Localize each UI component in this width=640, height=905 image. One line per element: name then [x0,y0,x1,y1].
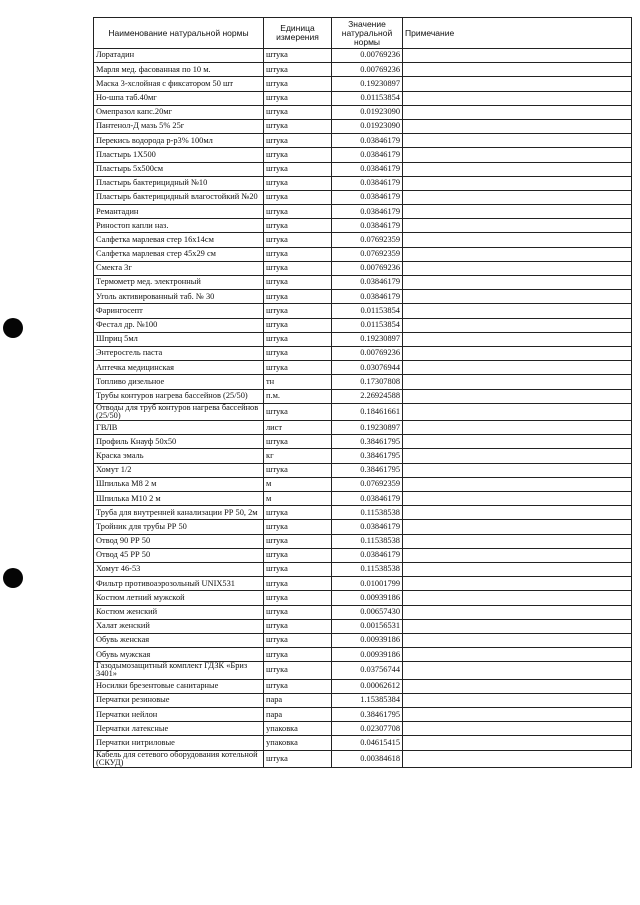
row-note-cell [403,605,632,619]
row-note-cell [403,77,632,91]
row-name-cell: Перчатки нитриловые [94,736,264,750]
table-row [94,389,632,403]
row-value-cell: 1.15385384 [332,693,403,707]
row-note-cell [403,63,632,77]
table-row [94,463,632,477]
row-note-cell [403,736,632,750]
row-note-cell [403,134,632,148]
row-value-cell: 0.07692359 [332,477,403,491]
table-row [94,332,632,346]
table-row [94,290,632,304]
row-unit-cell: штука [264,605,332,619]
row-name-cell: Шпилька М8 2 м [94,477,264,491]
row-note-cell [403,421,632,435]
row-unit-cell: штука [264,219,332,233]
row-name-cell: Уголь активированный таб. № 30 [94,290,264,304]
row-name-cell: Пластырь 5х500см [94,162,264,176]
row-unit-cell: штука [264,261,332,275]
row-unit-cell: штука [264,148,332,162]
row-note-cell [403,361,632,375]
row-value-cell: 0.38461795 [332,463,403,477]
row-note-cell [403,49,632,63]
row-unit-cell: штука [264,304,332,318]
row-value-cell: 0.11538538 [332,534,403,548]
row-value-cell: 0.00769236 [332,63,403,77]
row-value-cell: 0.01001799 [332,577,403,591]
binder-hole-bottom [3,568,23,588]
table-row [94,562,632,576]
table-row [94,49,632,63]
row-value-cell: 0.00769236 [332,346,403,360]
row-name-cell: Краска эмаль [94,449,264,463]
row-unit-cell: штука [264,162,332,176]
row-name-cell: Смекта 3г [94,261,264,275]
row-value-cell: 0.38461795 [332,708,403,722]
row-name-cell: Фестал др. №100 [94,318,264,332]
row-value-cell: 0.38461795 [332,435,403,449]
row-name-cell: Халат женский [94,619,264,633]
row-note-cell [403,562,632,576]
row-unit-cell: штука [264,247,332,261]
row-note-cell [403,633,632,647]
row-value-cell: 0.01153854 [332,304,403,318]
row-unit-cell: штука [264,134,332,148]
row-value-cell: 0.02307708 [332,722,403,736]
row-name-cell: Энтеросгель паста [94,346,264,360]
row-value-cell: 0.03846179 [332,176,403,190]
row-unit-cell: штука [264,63,332,77]
table-row [94,176,632,190]
row-value-cell: 0.03756744 [332,662,403,679]
row-value-cell: 0.03846179 [332,492,403,506]
row-name-cell: Перчатки резиновые [94,693,264,707]
row-unit-cell: штука [264,619,332,633]
row-unit-cell: штука [264,276,332,290]
table-row [94,105,632,119]
row-name-cell: Пластырь бактерицидный влагостойкий №20 [94,190,264,204]
row-name-cell: Труба для внутренней канализации РР 50, 2м [94,506,264,520]
row-unit-cell: штука [264,77,332,91]
row-unit-cell: штука [264,463,332,477]
row-unit-cell: упаковка [264,722,332,736]
table-row [94,435,632,449]
table-row [94,134,632,148]
row-name-cell: Газодымозащитный комплект ГДЗК «Бриз 3401» [94,662,264,679]
row-unit-cell: штука [264,562,332,576]
table-row [94,750,632,767]
table-row [94,276,632,290]
table-row [94,190,632,204]
row-note-cell [403,176,632,190]
row-value-cell: 0.03846179 [332,162,403,176]
table-row [94,591,632,605]
row-name-cell: Кабель для сетевого оборудования котельной (СКУД) [94,750,264,767]
row-unit-cell: штука [264,290,332,304]
row-name-cell: Ремантадин [94,205,264,219]
row-note-cell [403,708,632,722]
row-unit-cell: штука [264,233,332,247]
table-row [94,633,632,647]
row-value-cell: 0.03846179 [332,205,403,219]
row-unit-cell: штука [264,648,332,662]
row-name-cell: Марля мед. фасованная по 10 м. [94,63,264,77]
row-note-cell [403,619,632,633]
row-note-cell [403,435,632,449]
row-name-cell: Лоратадин [94,49,264,63]
row-value-cell: 0.00939186 [332,633,403,647]
row-note-cell [403,648,632,662]
row-note-cell [403,577,632,591]
row-value-cell: 0.01923090 [332,119,403,133]
row-unit-cell: штука [264,190,332,204]
table-header [94,18,632,49]
row-note-cell [403,492,632,506]
row-value-cell: 0.38461795 [332,449,403,463]
row-unit-cell: м [264,492,332,506]
table-row [94,605,632,619]
row-note-cell [403,332,632,346]
table-row [94,205,632,219]
table-row [94,679,632,693]
header-value: Значение натуральной нормы [332,18,403,49]
table-row [94,708,632,722]
table-row [94,548,632,562]
row-value-cell: 0.03846179 [332,276,403,290]
row-value-cell: 2.26924588 [332,389,403,403]
row-value-cell: 0.11538538 [332,562,403,576]
row-note-cell [403,276,632,290]
row-name-cell: Пластырь 1Х500 [94,148,264,162]
row-name-cell: Салфетка марлевая стер 16х14см [94,233,264,247]
row-unit-cell: штука [264,662,332,679]
row-unit-cell: штука [264,318,332,332]
row-note-cell [403,148,632,162]
row-name-cell: Обувь мужская [94,648,264,662]
row-unit-cell: штука [264,679,332,693]
row-value-cell: 0.11538538 [332,506,403,520]
row-name-cell: Фарингосепт [94,304,264,318]
row-unit-cell: штука [264,176,332,190]
row-name-cell: Перчатки нейлон [94,708,264,722]
row-note-cell [403,119,632,133]
row-name-cell: Перчатки латексные [94,722,264,736]
row-note-cell [403,449,632,463]
row-unit-cell: штука [264,205,332,219]
row-name-cell: Маска 3-хслойная с фиксатором 50 шт [94,77,264,91]
row-value-cell: 0.04615415 [332,736,403,750]
row-value-cell: 0.03846179 [332,290,403,304]
row-name-cell: Омепразол капс.20мг [94,105,264,119]
table-row [94,63,632,77]
row-value-cell: 0.00384618 [332,750,403,767]
row-name-cell: Носилки брезентовые санитарные [94,679,264,693]
row-name-cell: Хомут 46-53 [94,562,264,576]
table-row [94,693,632,707]
row-note-cell [403,548,632,562]
table-row [94,148,632,162]
table-row [94,736,632,750]
row-note-cell [403,506,632,520]
row-value-cell: 0.00769236 [332,49,403,63]
row-unit-cell: штука [264,534,332,548]
row-unit-cell: штука [264,506,332,520]
row-unit-cell: пара [264,708,332,722]
row-unit-cell: штука [264,633,332,647]
header-norm-name: Наименование натуральной нормы [94,18,264,49]
natural-norms-table [93,17,632,768]
table-row [94,722,632,736]
row-value-cell: 0.00156531 [332,619,403,633]
table-row [94,361,632,375]
row-value-cell: 0.00939186 [332,591,403,605]
row-unit-cell: штука [264,49,332,63]
row-note-cell [403,290,632,304]
row-value-cell: 0.17307808 [332,375,403,389]
table-row [94,662,632,679]
row-note-cell [403,591,632,605]
row-unit-cell: кг [264,449,332,463]
table-row [94,261,632,275]
row-value-cell: 0.03846179 [332,219,403,233]
row-value-cell: 0.01153854 [332,91,403,105]
row-note-cell [403,162,632,176]
row-note-cell [403,261,632,275]
row-note-cell [403,403,632,420]
row-note-cell [403,233,632,247]
row-name-cell: Пластырь бактерицидный №10 [94,176,264,190]
header-unit: Единица измерения [264,18,332,49]
row-unit-cell: штука [264,119,332,133]
row-name-cell: Тройник для трубы РР 50 [94,520,264,534]
row-name-cell: Обувь женская [94,633,264,647]
table-row [94,219,632,233]
row-name-cell: Перекись водорода р-р3% 100мл [94,134,264,148]
row-note-cell [403,477,632,491]
row-name-cell: Трубы контуров нагрева бассейнов (25/50) [94,389,264,403]
row-unit-cell: штука [264,346,332,360]
row-name-cell: Фильтр противоаэрозольный UNIX531 [94,577,264,591]
header-note: Примечание [403,18,632,49]
row-unit-cell: штука [264,520,332,534]
table-row [94,119,632,133]
row-name-cell: Шпилька М10 2 м [94,492,264,506]
table-row [94,648,632,662]
table-row [94,162,632,176]
row-note-cell [403,750,632,767]
table-row [94,577,632,591]
row-value-cell: 0.03076944 [332,361,403,375]
row-unit-cell: пара [264,693,332,707]
row-name-cell: Шприц 5мл [94,332,264,346]
row-name-cell: Костюм женский [94,605,264,619]
table-row [94,247,632,261]
row-note-cell [403,463,632,477]
row-unit-cell: штука [264,435,332,449]
row-value-cell: 0.00769236 [332,261,403,275]
row-unit-cell: м [264,477,332,491]
row-note-cell [403,190,632,204]
row-value-cell: 0.18461661 [332,403,403,420]
row-value-cell: 0.03846179 [332,520,403,534]
table-row [94,346,632,360]
row-note-cell [403,722,632,736]
row-unit-cell: штука [264,750,332,767]
row-value-cell: 0.19230897 [332,77,403,91]
row-unit-cell: штука [264,577,332,591]
row-note-cell [403,91,632,105]
row-unit-cell: тн [264,375,332,389]
row-note-cell [403,679,632,693]
row-note-cell [403,205,632,219]
row-value-cell: 0.07692359 [332,233,403,247]
row-name-cell: Топливо дизельное [94,375,264,389]
row-unit-cell: штука [264,361,332,375]
row-note-cell [403,247,632,261]
table-row [94,233,632,247]
row-name-cell: Пантенол-Д мазь 5% 25г [94,119,264,133]
table-body [94,49,632,768]
table-row [94,421,632,435]
row-name-cell: Салфетка марлевая стер 45х29 см [94,247,264,261]
row-value-cell: 0.00657430 [332,605,403,619]
row-value-cell: 0.01153854 [332,318,403,332]
table-row [94,77,632,91]
row-value-cell: 0.03846179 [332,190,403,204]
table-row [94,619,632,633]
row-note-cell [403,534,632,548]
row-note-cell [403,375,632,389]
binder-hole-top [3,318,23,338]
row-note-cell [403,105,632,119]
row-value-cell: 0.03846179 [332,134,403,148]
row-value-cell: 0.00062612 [332,679,403,693]
table-row [94,477,632,491]
row-name-cell: Хомут 1/2 [94,463,264,477]
row-name-cell: Костюм летний мужской [94,591,264,605]
row-name-cell: Но-шпа таб.40мг [94,91,264,105]
table-row [94,506,632,520]
row-unit-cell: штука [264,91,332,105]
row-name-cell: Профиль Кнауф 50х50 [94,435,264,449]
row-note-cell [403,304,632,318]
row-note-cell [403,693,632,707]
row-name-cell: Отводы для труб контуров нагрева бассейнов (25/50) [94,403,264,420]
row-value-cell: 0.03846179 [332,548,403,562]
row-unit-cell: штука [264,332,332,346]
row-value-cell: 0.19230897 [332,332,403,346]
table-row [94,534,632,548]
row-name-cell: Аптечка медицинская [94,361,264,375]
row-value-cell: 0.00939186 [332,648,403,662]
row-unit-cell: штука [264,548,332,562]
table-row [94,520,632,534]
row-value-cell: 0.07692359 [332,247,403,261]
row-unit-cell: упаковка [264,736,332,750]
table-row [94,492,632,506]
row-name-cell: Отвод 90 РР 50 [94,534,264,548]
table-row [94,304,632,318]
row-name-cell: ГВЛВ [94,421,264,435]
row-unit-cell: штука [264,403,332,420]
table-row [94,318,632,332]
row-note-cell [403,318,632,332]
row-note-cell [403,219,632,233]
row-name-cell: Термометр мед. электронный [94,276,264,290]
row-unit-cell: п.м. [264,389,332,403]
row-name-cell: Риностоп капли наз. [94,219,264,233]
row-unit-cell: штука [264,591,332,605]
row-name-cell: Отвод 45 РР 50 [94,548,264,562]
row-unit-cell: штука [264,105,332,119]
row-note-cell [403,662,632,679]
row-note-cell [403,520,632,534]
header-row [94,18,632,49]
row-note-cell [403,346,632,360]
table-row [94,449,632,463]
row-unit-cell: лист [264,421,332,435]
row-value-cell: 0.19230897 [332,421,403,435]
row-value-cell: 0.03846179 [332,148,403,162]
row-note-cell [403,389,632,403]
table-row [94,91,632,105]
table-row [94,403,632,420]
table-row [94,375,632,389]
row-value-cell: 0.01923090 [332,105,403,119]
